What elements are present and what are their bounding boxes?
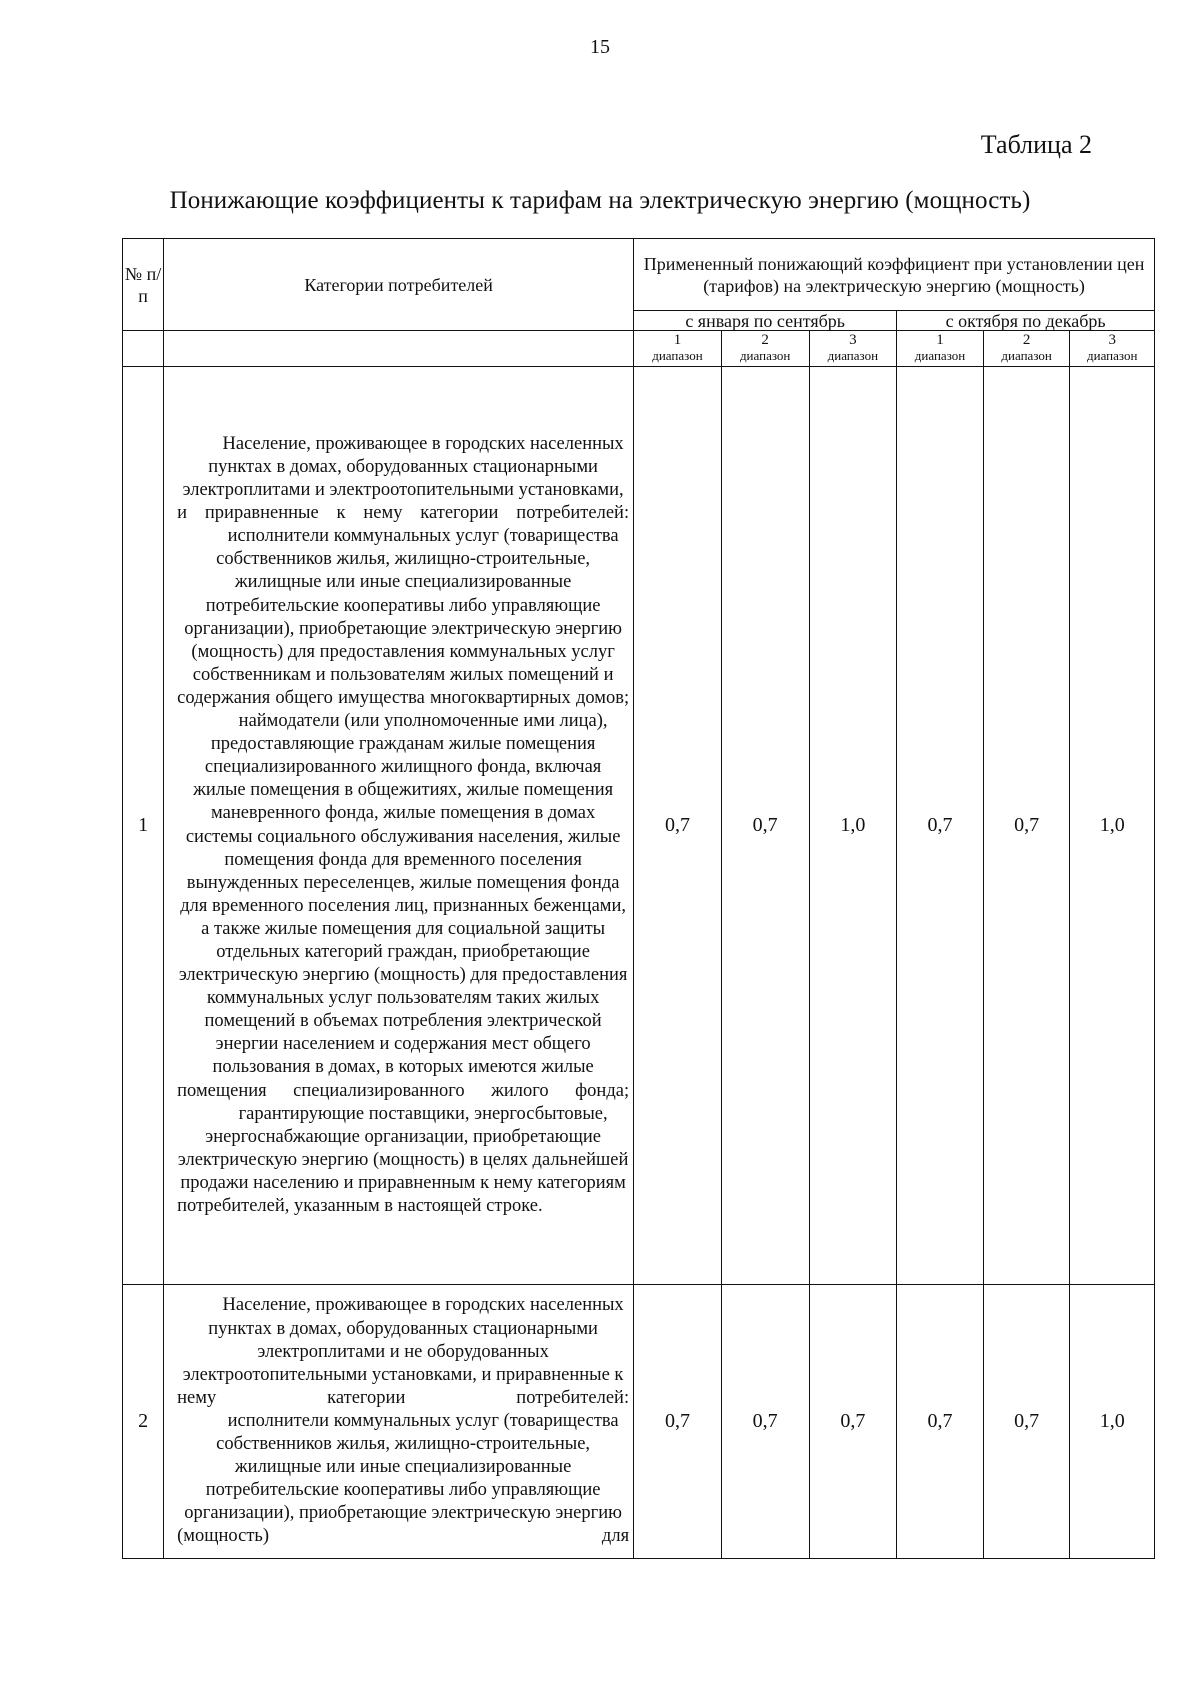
coefficient-value: 0,7 xyxy=(721,367,809,1285)
range-header xyxy=(809,331,897,367)
category-paragraph: Население, проживающее в городских населенных пунктах в домах, оборудованных стационарными электроплитами и не оборудованных электроотопительными установками, и приравненные к нему категории потребителей: xyxy=(177,1295,630,1408)
coefficient-value: 0,7 xyxy=(983,367,1070,1285)
range-header xyxy=(1070,331,1155,367)
category-paragraph: гарантирующие поставщики, энергосбытовые, энергоснабжающие организации, приобретающие электрическую энергию (мощность) в целях дальнейшей продажи населению и приравненным к нему категориям потребителей, указанным в настоящей строке. xyxy=(177,1103,629,1216)
range-number: 2 xyxy=(1022,332,1031,348)
row-number: 2 xyxy=(123,1285,164,1559)
table-title: Понижающие коэффициенты к тарифам на электрическую энергию (мощность) xyxy=(169,187,1031,214)
range-label: диапазон xyxy=(739,348,791,363)
row-number: 1 xyxy=(123,367,164,1285)
header-num: № п/п xyxy=(123,239,164,331)
range-number: 1 xyxy=(936,332,944,348)
coefficient-value: 0,7 xyxy=(983,1285,1070,1559)
header-empty-num xyxy=(123,331,164,367)
coefficient-value: 0,7 xyxy=(721,1285,809,1559)
category-cell xyxy=(164,367,634,1285)
coefficients-table xyxy=(122,238,1155,1559)
range-number: 1 xyxy=(673,332,682,348)
coefficient-value: 1,0 xyxy=(1070,367,1155,1285)
coefficient-value: 0,7 xyxy=(897,1285,984,1559)
range-label: диапазон xyxy=(1087,348,1138,363)
coefficient-value: 0,7 xyxy=(634,1285,722,1559)
range-header xyxy=(897,331,984,367)
range-label: диапазон xyxy=(1001,348,1052,363)
range-header xyxy=(983,331,1070,367)
range-label: диапазон xyxy=(652,348,703,363)
header-coefficient: Примененный понижающий коэффициент при установлении цен (тарифов) на электрическую энергию (мощность) xyxy=(634,239,1155,311)
header-category: Категории потребителей xyxy=(164,239,634,331)
table-row xyxy=(123,1285,1155,1559)
category-paragraph: исполнители коммунальных услуг (товарищества собственников жилья, жилищно-строительные, жилищные или иные специализированные потребительские кооперативы либо управляющие организации), приобретающие электрическую энергию (мощность) для предоставления коммунальных услуг собственникам и пользователям жилых помещений и содержания общего имущества многоквартирных домов; xyxy=(177,526,630,708)
header-period-jan-sep: с января по сентябрь xyxy=(634,311,897,331)
coefficient-value: 1,0 xyxy=(809,367,897,1285)
coefficient-value: 1,0 xyxy=(1070,1285,1155,1559)
page-number: 15 xyxy=(590,36,610,58)
category-paragraph: наймодатели (или уполномоченные ими лица), предоставляющие гражданам жилые помещения специализированного жилищного фонда, включая жилые помещения в общежитиях, жилые помещения маневренного фонда, жилые помещения в домах системы социального обслуживания населения, жилые помещения фонда для временного поселения вынужденных переселенцев, жилые помещения фонда для временного поселения лиц, признанных беженцами, а также жилые помещения для социальной защиты отдельных категорий граждан, приобретающие электрическую энергию (мощность) для предоставления коммунальных услуг пользователям таких жилых помещений в объемах потребления электрической энергии населением и содержания мест общего пользования в домах, в которых имеются жилые помещения специализированного жилого фонда; xyxy=(177,711,630,1101)
range-header xyxy=(721,331,809,367)
table-label: Таблица 2 xyxy=(980,130,1092,159)
category-paragraph: Население, проживающее в городских населенных пунктах в домах, оборудованных стационарными электроплитами и электроотопительными установками, и приравненные к нему категории потребителей: xyxy=(177,433,630,524)
header-row-3 xyxy=(123,331,1155,367)
coefficient-value: 0,7 xyxy=(809,1285,897,1559)
header-row-1 xyxy=(123,239,1155,311)
coefficient-value: 0,7 xyxy=(897,367,984,1285)
range-number: 2 xyxy=(761,332,769,348)
range-number: 3 xyxy=(1108,332,1116,348)
header-period-oct-dec: с октября по декабрь xyxy=(897,311,1155,331)
range-header xyxy=(634,331,722,367)
table-row xyxy=(123,367,1155,1285)
header-empty-category xyxy=(164,331,634,367)
coefficient-value: 0,7 xyxy=(634,367,722,1285)
range-label: диапазон xyxy=(827,348,879,363)
range-number: 3 xyxy=(849,332,857,348)
category-paragraph: исполнители коммунальных услуг (товарищества собственников жилья, жилищно-строительные, жилищные или иные специализированные потребительские кооперативы либо управляющие организации), приобретающие электрическую энергию (мощность) для xyxy=(177,1410,630,1547)
range-label: диапазон xyxy=(914,348,966,363)
category-cell xyxy=(164,1285,634,1559)
